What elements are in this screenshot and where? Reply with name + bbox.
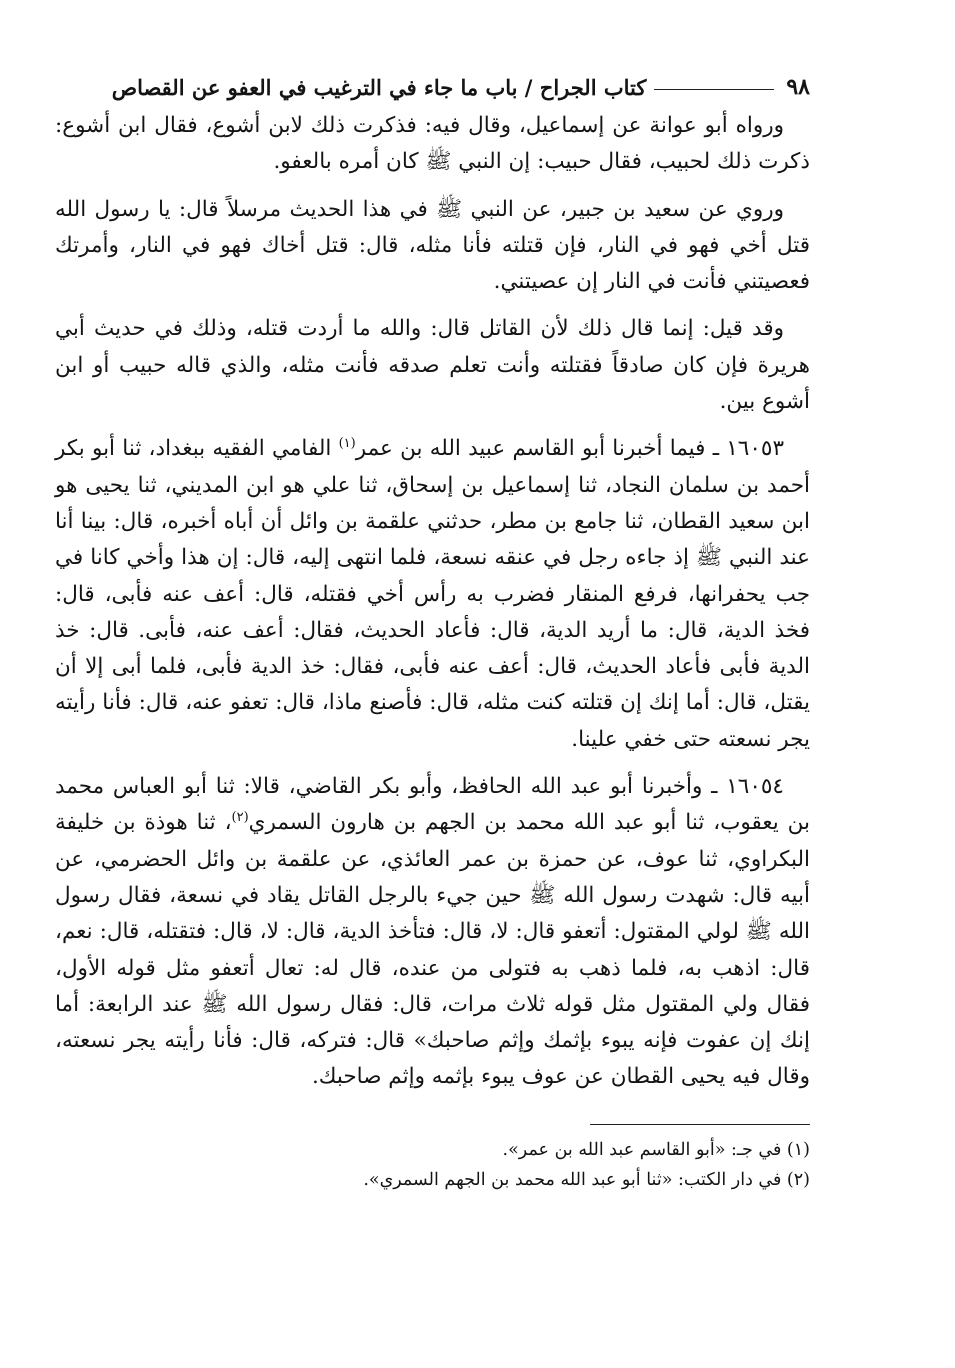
hadith-number: ١٦٠٥٣	[726, 436, 784, 462]
hadith-text: الفامي الفقيه ببغداد، ثنا أبو بكر أحمد بن سلمان النجاد، ثنا إسماعيل بن إسحاق، ثنا علي هو ابن المديني، ثنا يحيى هو ابن سعيد القطان، ثنا جامع بن مطر، حدثني علقمة بن وائل أن أباه أخبره، قال: بينا أنا عند النبي ﷺ إذ جاءه رجل في عنقه نسعة، فلما انتهى إليه، قال: إن هذا وأخي كانا في جب يحفرانها، فرفع المنقار فضرب به رأس أخي فقتله، قال: أعف عنه فأبى، قال: فخذ الدية، قال: ما أريد الدية، قال: فأعاد الحديث، فقال: أعف عنه، فأبى. قال: خذ الدية فأبى فأعاد الحديث، قال: أعف عنه فأبى، فقال: خذ الدية فأبى، فلما أبى إلا أن يقتل، قال: أما إنك إن قتلته كنت مثله، قال: فأصنع ماذا، قال: تعفو عنه، قال: فأنا رأيته يجر نسعته حتى خفي علينا.	[55, 436, 810, 752]
paragraph: وقد قيل: إنما قال ذلك لأن القاتل قال: والله ما أردت قتله، وذلك في حديث أبي هريرة فإن كان صادقاً فقتلته وأنت تعلم صدقه فأنت مثله، والذي قاله حبيب أو ابن أشوع بين.	[55, 316, 810, 415]
footnote-marker: (١)	[338, 436, 356, 452]
paragraph: وروي عن سعيد بن جبير، عن النبي ﷺ في هذا الحديث مرسلاً قال: يا رسول الله قتل أخي فهو في النار، فإن قتلته فأنا مثله، قال: قتل أخاك فهو في النار، وأمرتك فعصيتني فأنت في النار إن عصيتني.	[55, 196, 810, 295]
footnote-rule	[590, 1124, 810, 1125]
running-title: كتاب الجراح / باب ما جاء في الترغيب في العفو عن القصاص	[111, 74, 647, 100]
header-rule	[654, 89, 774, 90]
hadith-text: ـ وأخبرنا أبو عبد الله الحافظ، وأبو بكر القاضي، قالا: ثنا أبو العباس محمد بن يعقوب، ثنا أبو عبد الله محمد بن الجهم بن هارون السمري	[55, 774, 811, 836]
footnote-marker: (٢)	[231, 810, 249, 826]
hadith-text: ، ثنا هوذة بن خليفة البكراوي، ثنا عوف، عن حمزة بن عمر العائذي، عن علقمة بن وائل الحضرمي، عن أبيه قال: شهدت رسول الله ﷺ حين جيء بالرجل القاتل يقاد في نسعة، فقال رسول الله ﷺ لولي المقتول: أتعفو قال: لا، قال: فتأخذ الدية، قال: لا، قال: فتقتله، قال: نعم، قال: اذهب به، فلما ذهب به فتولى من عنده، قال له: تعال أتعفو مثل قوله الأول، فقال ولي المقتول مثل قوله ثلاث مرات، قال: فقال رسول الله ﷺ عند الرابعة: أما إنك إن عفوت فإنه يبوء بإثمك وإثم صاحبك» قال: فتركه، قال: فأنا رأيته يجر نسعته، وقال فيه يحيى القطان عن عوف يبوء بإثمه وإثم صاحبك.	[55, 810, 810, 1090]
hadith-paragraph	[55, 431, 810, 758]
book-page	[55, 70, 810, 1195]
running-head	[55, 70, 810, 104]
body-text	[55, 108, 810, 1096]
hadith-text: ـ فيما أخبرنا أبو القاسم عبيد الله بن عمر	[355, 436, 719, 462]
footnote: (١) في جـ: «أبو القاسم عبد الله بن عمر».	[502, 1139, 810, 1160]
footnote: (٢) في دار الكتب: «ثنا أبو عبد الله محمد بن الجهم السمري».	[363, 1169, 810, 1190]
paragraph: ورواه أبو عوانة عن إسماعيل، وقال فيه: فذكرت ذلك لابن أشوع، فقال ابن أشوع: ذكرت ذلك لحبيب، فقال حبيب: إن النبي ﷺ كان أمره بالعفو.	[55, 113, 810, 175]
footnotes	[55, 1135, 810, 1195]
hadith-paragraph	[55, 769, 810, 1096]
page-number: ٩٨	[786, 74, 810, 100]
hadith-number: ١٦٠٥٤	[726, 774, 784, 800]
